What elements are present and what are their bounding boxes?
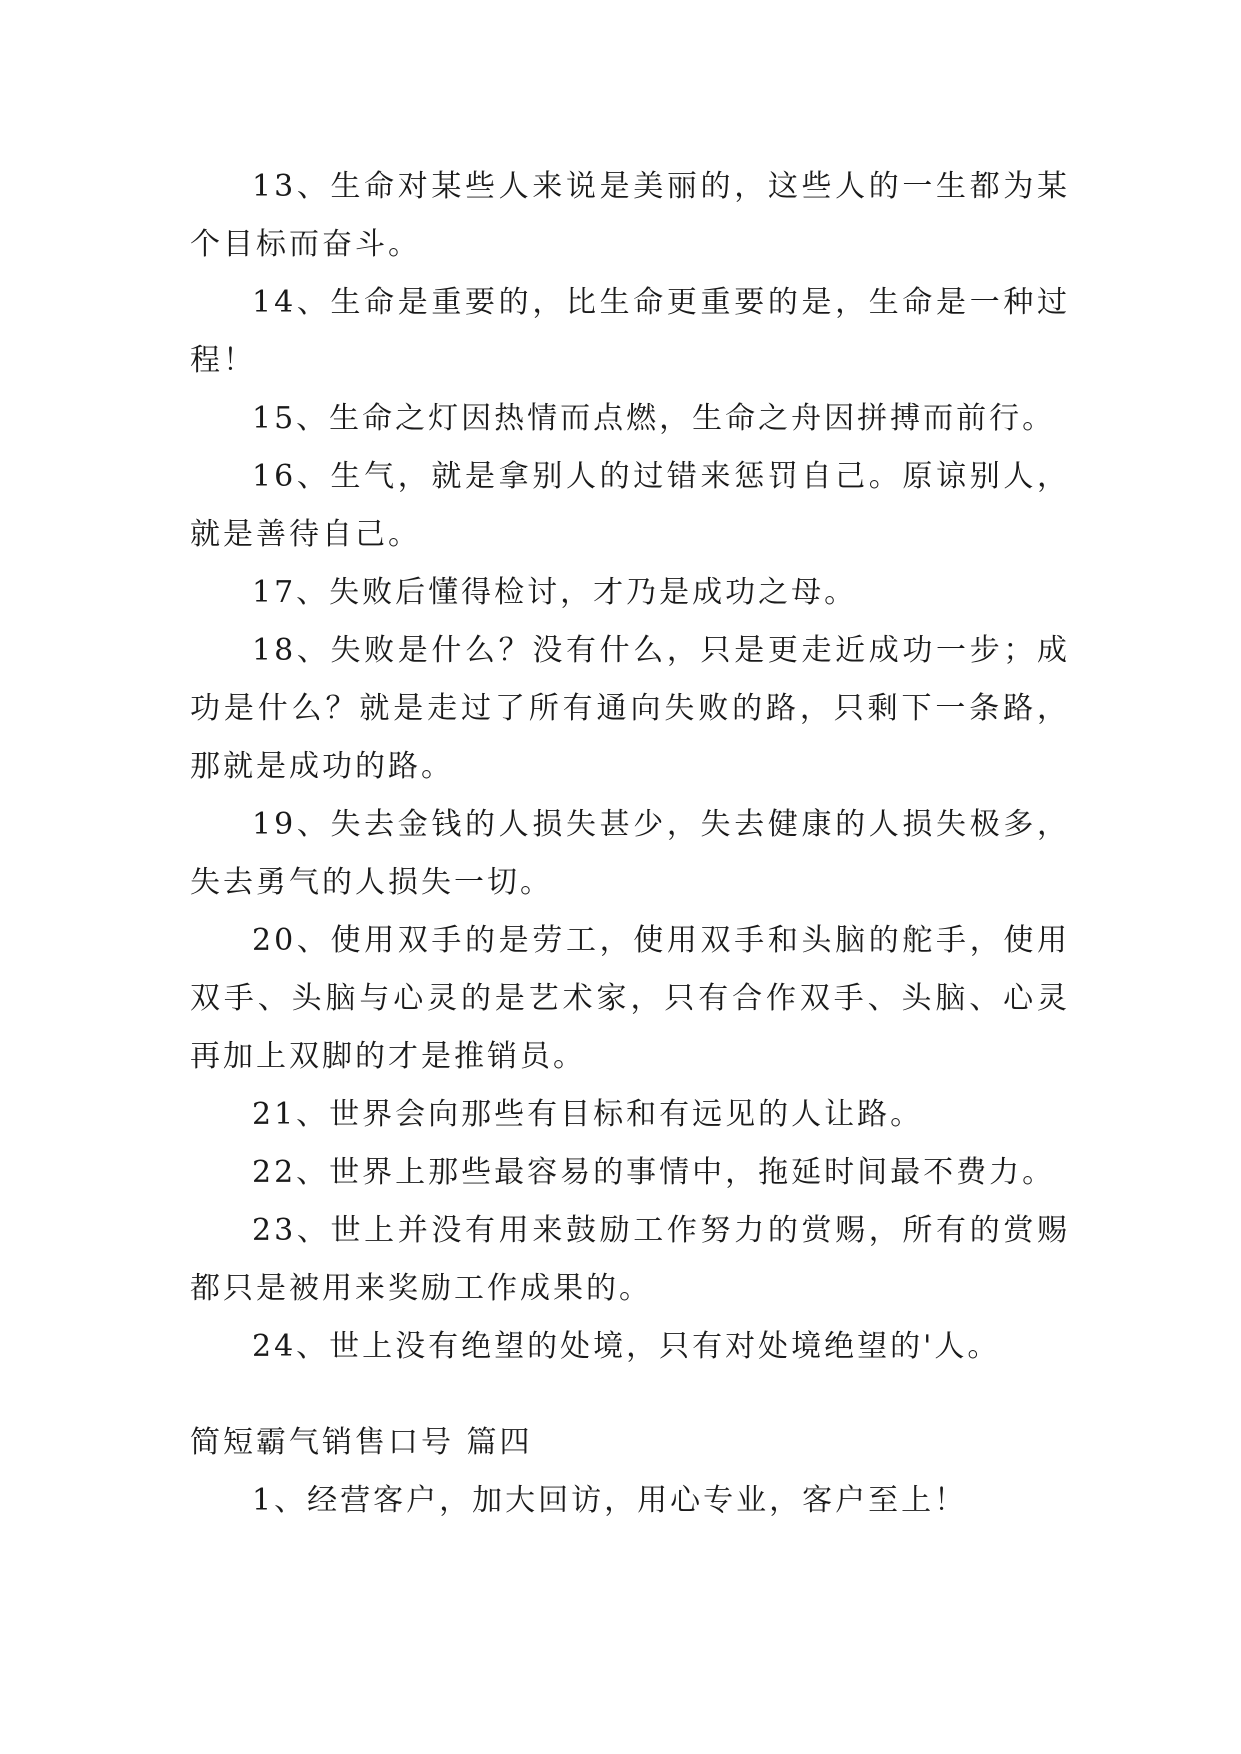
- paragraph-22: 22、世界上那些最容易的事情中，拖延时间最不费力。: [252, 1155, 1056, 1190]
- paragraph-13: 13、生命对某些人来说是美丽的，这些人的一生都为某个目标而奋斗。: [190, 169, 1070, 262]
- document-body: [190, 158, 1070, 1530]
- paragraph-15: 15、生命之灯因热情而点燃，生命之舟因拼搏而前行。: [252, 401, 1056, 436]
- paragraph-17: 17、失败后懂得检讨，才乃是成功之母。: [252, 575, 858, 610]
- paragraph-19: 19、失去金钱的人损失甚少，失去健康的人损失极多，失去勇气的人损失一切。: [190, 807, 1070, 900]
- paragraph-16: 16、生气，就是拿别人的过错来惩罚自己。原谅别人，就是善待自己。: [190, 459, 1070, 552]
- section-title: 简短霸气销售口号 篇四: [190, 1425, 533, 1460]
- paragraph-20: 20、使用双手的是劳工，使用双手和头脑的舵手，使用双手、头脑与心灵的是艺术家，只有合作双手、头脑、心灵再加上双脚的才是推销员。: [190, 923, 1070, 1074]
- paragraph-18: 18、失败是什么？没有什么，只是更走近成功一步；成功是什么？就是走过了所有通向失败的路，只剩下一条路，那就是成功的路。: [190, 633, 1070, 784]
- paragraph-23: 23、世上并没有用来鼓励工作努力的赏赐，所有的赏赐都只是被用来奖励工作成果的。: [190, 1213, 1070, 1306]
- paragraph-14: 14、生命是重要的，比生命更重要的是，生命是一种过程！: [190, 285, 1070, 378]
- paragraph-21: 21、世界会向那些有目标和有远见的人让路。: [252, 1097, 924, 1132]
- section-4-paragraph-1: 1、经营客户，加大回访，用心专业，客户至上！: [252, 1483, 968, 1518]
- paragraph-24: 24、世上没有绝望的处境，只有对处境绝望的'人。: [252, 1329, 1001, 1364]
